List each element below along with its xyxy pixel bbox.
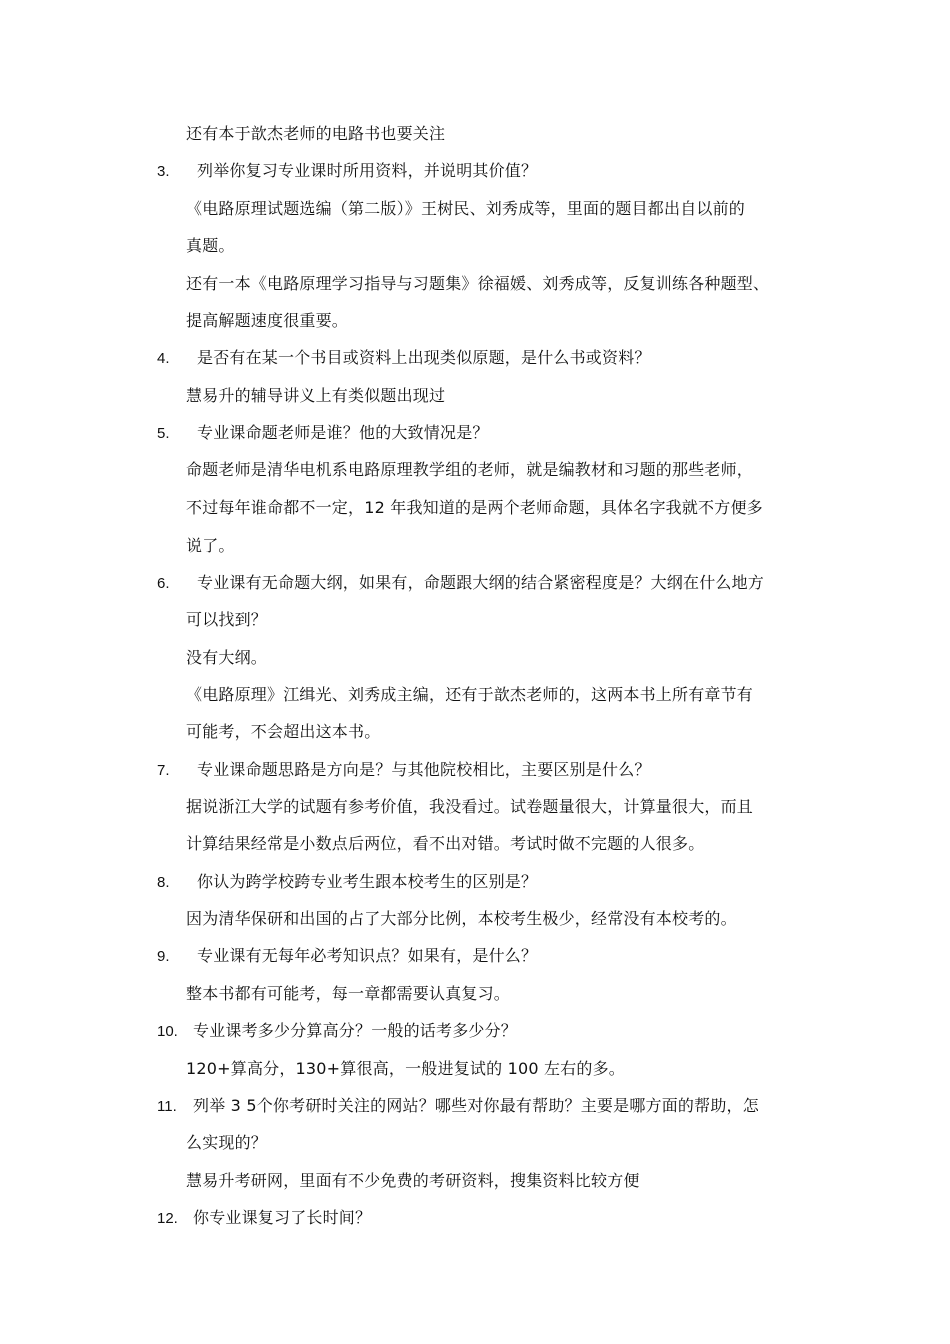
question-line: 专业课命题老师是谁？他的大致情况是？ — [197, 423, 489, 442]
answer-line: 不过每年谁命都不一定，12 年我知道的是两个老师命题，具体名字我就不方便多 — [186, 498, 763, 517]
question-line: 列举你复习专业课时所用资料，并说明其价值？ — [197, 161, 538, 180]
question-line: 么实现的？ — [186, 1133, 268, 1152]
answer-line: 慧易升的辅导讲义上有类似题出现过 — [186, 386, 446, 405]
answer-line: 真题。 — [186, 236, 235, 255]
question-line: 专业课命题思路是方向是？与其他院校相比，主要区别是什么？ — [197, 760, 651, 779]
intro-line: 还有本于歆杰老师的电路书也要关注 — [186, 124, 446, 143]
question-line: 是否有在某一个书目或资料上出现类似原题，是什么书或资料？ — [197, 348, 651, 367]
answer-line: 整本书都有可能考，每一章都需要认真复习。 — [186, 984, 511, 1003]
answer-line: 说了。 — [186, 536, 235, 555]
question-line: 列举 3 5个你考研时关注的网站？哪些对你最有帮助？主要是哪方面的帮助，怎 — [193, 1096, 759, 1115]
item-number: 8. — [157, 874, 170, 891]
answer-line: 慧易升考研网，里面有不少免费的考研资料，搜集资料比较方便 — [186, 1171, 640, 1190]
item-number: 10. — [157, 1023, 178, 1040]
question-line: 可以找到？ — [186, 610, 268, 629]
item-number: 6. — [157, 575, 170, 592]
question-line: 专业课考多少分算高分？一般的话考多少分？ — [193, 1021, 518, 1040]
answer-line: 没有大纲。 — [186, 648, 268, 667]
answer-line: 提高解题速度很重要。 — [186, 311, 349, 330]
item-number: 5. — [157, 425, 170, 442]
item-number: 11. — [157, 1098, 177, 1115]
item-number: 9. — [157, 948, 170, 965]
item-number: 3. — [157, 163, 170, 180]
answer-line: 120+算高分，130+算很高，一般进复试的 100 左右的多。 — [186, 1059, 626, 1078]
question-line: 你专业课复习了长时间？ — [193, 1208, 372, 1227]
answer-line: 可能考，不会超出这本书。 — [186, 722, 381, 741]
question-line: 专业课有无每年必考知识点？如果有，是什么？ — [197, 946, 538, 965]
answer-line: 《电路原理试题选编（第二版）》王树民、刘秀成等，里面的题目都出自以前的 — [186, 199, 746, 218]
item-number: 12. — [157, 1210, 178, 1227]
answer-line: 因为清华保研和出国的占了大部分比例，本校考生极少，经常没有本校考的。 — [186, 909, 737, 928]
answer-line: 《电路原理》江缉光、刘秀成主编，还有于歆杰老师的，这两本书上所有章节有 — [186, 685, 754, 704]
answer-line: 命题老师是清华电机系电路原理教学组的老师，就是编教材和习题的那些老师， — [186, 460, 754, 479]
item-number: 4. — [157, 350, 170, 367]
question-line: 你认为跨学校跨专业考生跟本校考生的区别是？ — [197, 872, 538, 891]
answer-line: 计算结果经常是小数点后两位，看不出对错。考试时做不完题的人很多。 — [186, 834, 705, 853]
answer-line: 还有一本《电路原理学习指导与习题集》徐福媛、刘秀成等，反复训练各种题型、 — [186, 274, 770, 293]
answer-line: 据说浙江大学的试题有参考价值，我没看过。试卷题量很大，计算量很大，而且 — [186, 797, 754, 816]
question-line: 专业课有无命题大纲，如果有，命题跟大纲的结合紧密程度是？大纲在什么地方 — [197, 573, 765, 592]
item-number: 7. — [157, 762, 170, 779]
